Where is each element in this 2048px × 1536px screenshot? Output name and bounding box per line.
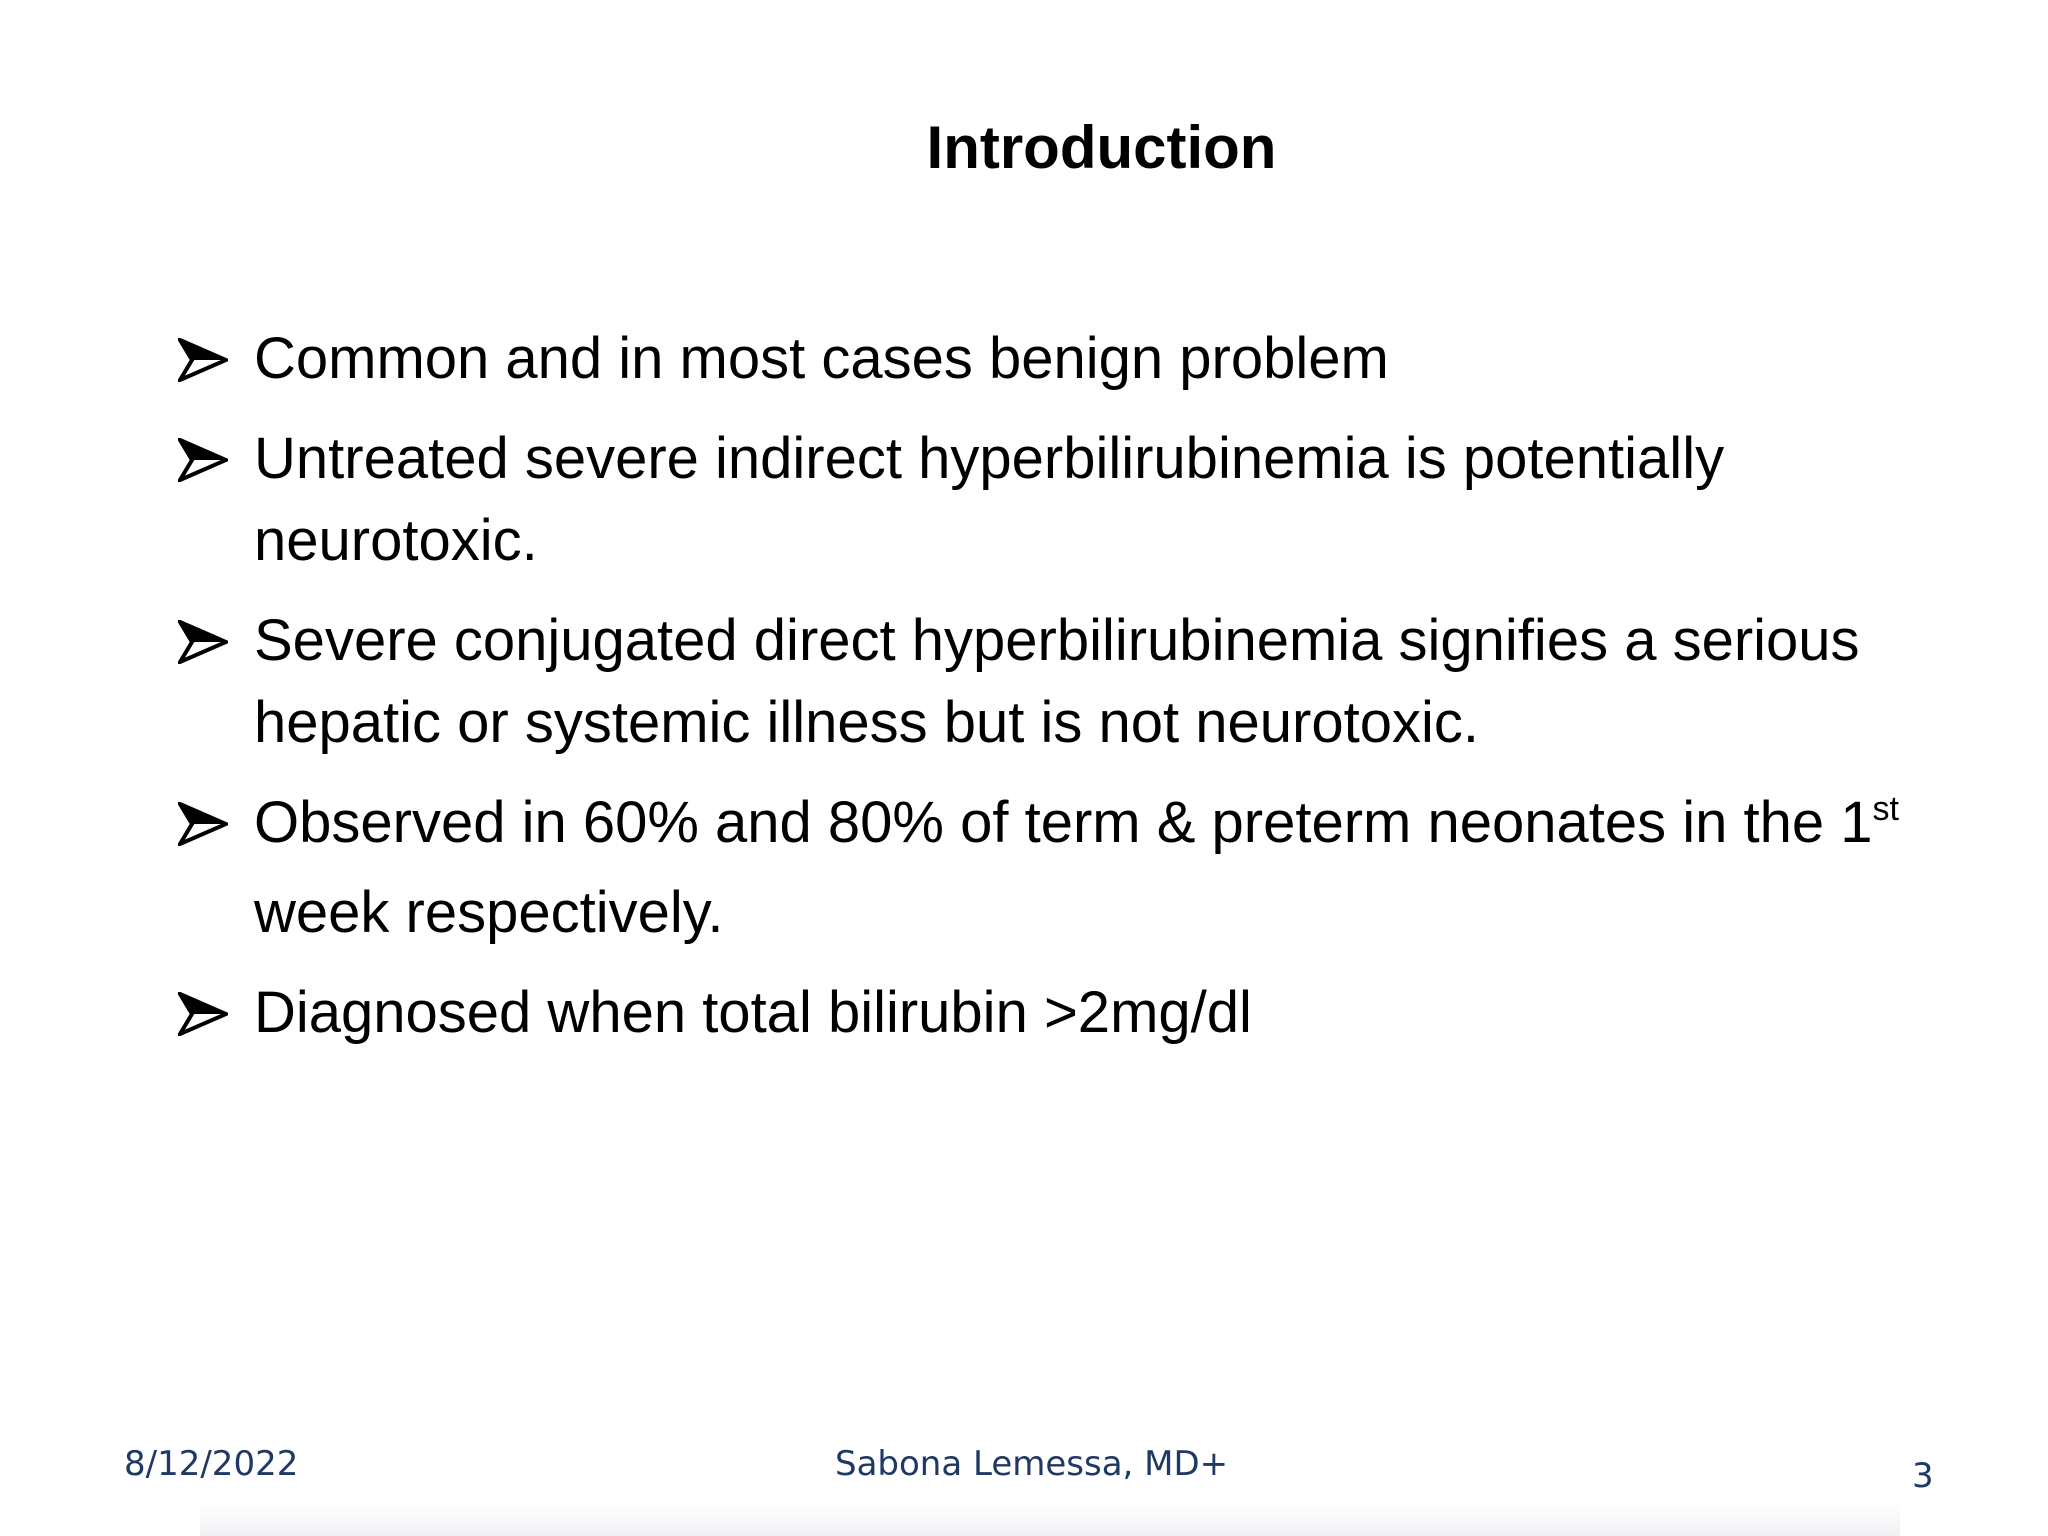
ordinal-superscript: st [1872, 790, 1899, 828]
bullet-text: Common and in most cases benign problem [254, 326, 1389, 391]
bullet-item [178, 972, 1918, 1054]
arrow-bullet-icon [178, 992, 228, 1036]
footer-author: Sabona Lemessa, MD+ [835, 1444, 1229, 1484]
bullet-text-part: week respectively. [254, 880, 724, 945]
arrow-bullet-icon [178, 338, 228, 382]
bullet-text: Untreated severe indirect hyperbilirubinemia is potentially neurotoxic. [254, 426, 1725, 573]
bullet-item [178, 600, 1918, 764]
page-number: 3 [1912, 1456, 1934, 1496]
bullet-list [178, 318, 1918, 1072]
bullet-text: Severe conjugated direct hyperbilirubinemia signifies a serious hepatic or systemic illness but is not neurotoxic. [254, 608, 1860, 755]
bullet-text: Diagnosed when total bilirubin >2mg/dl [254, 980, 1252, 1045]
arrow-bullet-icon [178, 438, 228, 482]
bullet-text-part: Observed in 60% and 80% of term & preterm neonates in the 1 [254, 790, 1873, 855]
bullet-item [178, 318, 1918, 400]
bullet-item [178, 418, 1918, 582]
bullet-item [178, 782, 1918, 954]
arrow-bullet-icon [178, 620, 228, 664]
footer-date: 8/12/2022 [124, 1444, 299, 1484]
arrow-bullet-icon [178, 802, 228, 846]
footer-shadow [200, 1500, 1900, 1536]
slide-title: Introduction [926, 114, 1277, 181]
